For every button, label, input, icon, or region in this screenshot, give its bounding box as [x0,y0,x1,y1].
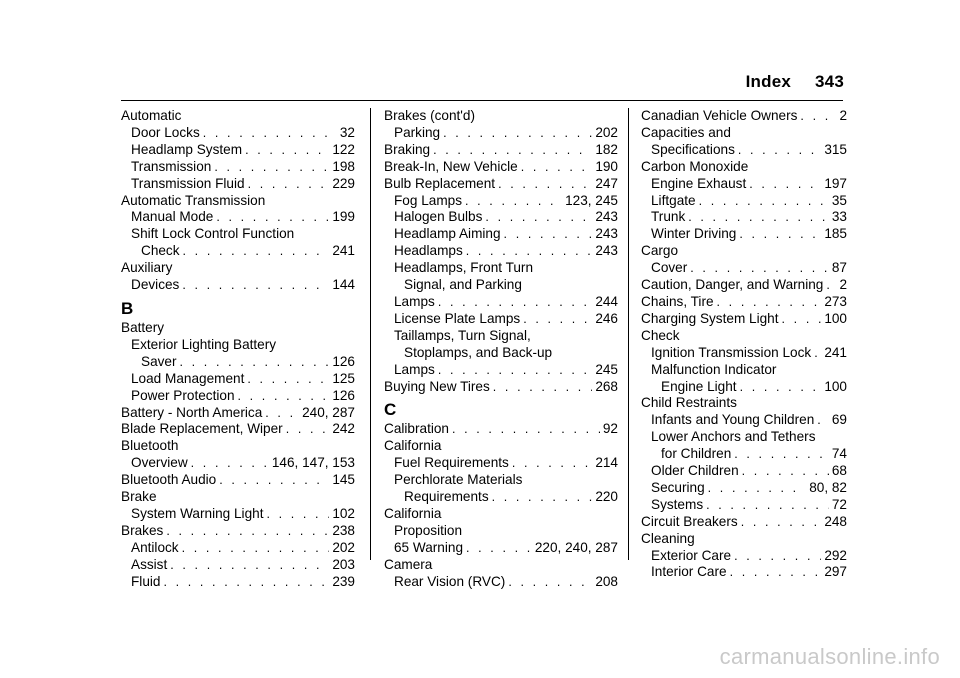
dot-leader [485,209,592,226]
index-heading: Automatic Transmission [121,192,266,208]
index-entry-page: 68 [831,463,847,479]
dot-leader [826,277,836,294]
index-heading: Signal, and Parking [404,277,522,293]
index-entry [121,176,355,193]
index-entry-term: Caution, Danger, and Warning [641,277,824,293]
page-header [746,72,844,92]
index-entry [121,523,355,540]
index-entry-page: 197 [824,175,847,191]
index-entry [121,388,355,405]
index-entry [384,294,618,311]
index-entry [641,226,847,243]
index-entry-term: Battery - North America [121,404,263,420]
index-entry-term: Braking [384,141,431,157]
index-entry-term: Parking [394,124,441,140]
index-entry-page: 244 [595,293,618,309]
dot-leader [182,277,329,294]
index-entry [121,540,355,557]
dot-leader [219,472,329,489]
index-entry [384,574,618,591]
dot-leader [740,379,822,396]
index-entry-term: for Children [661,446,732,462]
index-entry-page: 35 [831,192,847,208]
index-entry [121,277,355,294]
index-entry [641,548,847,565]
index-entry [121,455,355,472]
index-entry-page: 248 [824,513,847,529]
index-entry [384,142,618,159]
index-entry [384,209,618,226]
index-entry-page: 241 [332,243,355,259]
index-entry-term: 65 Warning [394,539,464,555]
dot-leader [465,193,562,210]
index-entry [641,176,847,193]
index-entry [384,379,618,396]
dot-leader [523,311,592,328]
index-entry [384,226,618,243]
index-entry-page: 214 [595,455,618,471]
index-entry-page: 87 [831,260,847,276]
index-entry-term: Requirements [404,489,489,505]
index-letter-heading: C [384,400,397,420]
index-entry-term: Power Protection [131,387,235,403]
index-entry-page: 123, 245 [565,192,618,208]
index-entry [641,463,847,480]
index-entry [121,243,355,260]
index-entry-term: Circuit Breakers [641,513,738,529]
index-entry-page: 74 [831,446,847,462]
dot-leader [183,243,330,260]
index-entry-page: 315 [824,141,847,157]
column-divider [370,108,371,560]
dot-leader [238,388,330,405]
dot-leader [508,574,592,591]
index-entry [641,480,847,497]
index-entry-term: Engine Exhaust [651,175,747,191]
index-entry-page: 125 [332,370,355,386]
index-entry [384,193,618,210]
dot-leader [265,405,299,422]
dot-leader [742,463,829,480]
dot-leader [690,260,829,277]
dot-leader [498,176,592,193]
index-entry [121,506,355,523]
index-entry [121,354,355,371]
index-entry [384,125,618,142]
index-entry-term: Bluetooth Audio [121,472,217,488]
index-letter-heading: B [121,298,134,318]
index-entry-term: Load Management [131,370,245,386]
index-heading: Carbon Monoxide [641,158,749,174]
index-entry-term: Fuel Requirements [394,455,509,471]
index-entry-term: Canadian Vehicle Owners [641,108,798,123]
index-entry-term: Ignition Transmission Lock [651,344,812,360]
dot-leader [438,294,593,311]
index-entry-page: 220, 240, 287 [534,539,618,555]
index-column-3 [641,108,847,581]
index-entry-page: 190 [595,158,618,174]
index-entry [121,125,355,142]
index-heading: Lower Anchors and Tethers [651,429,816,445]
index-entry-term: Headlamp System [131,141,243,157]
index-entry-page: 126 [332,387,355,403]
index-entry [641,193,847,210]
dot-leader [814,345,821,362]
index-entry [641,564,847,581]
dot-leader [817,412,829,429]
dot-leader [521,159,593,176]
index-entry-term: System Warning Light [131,505,264,521]
dot-leader [800,108,836,125]
dot-leader [163,574,329,591]
index-entry [641,345,847,362]
index-entry-page: 273 [824,293,847,309]
index-entry-page: 208 [595,573,618,589]
index-heading: Child Restraints [641,395,737,411]
index-heading: Capacities and [641,124,731,140]
index-entry [121,142,355,159]
index-entry [641,311,847,328]
index-entry [641,209,847,226]
dot-leader [493,379,593,396]
index-entry-page: 202 [332,539,355,555]
index-entry-page: 2 [839,108,847,123]
index-heading: Stoplamps, and Back-up [404,344,553,360]
index-entry-term: Older Children [651,463,739,479]
index-entry [641,379,847,396]
dot-leader [730,564,822,581]
index-entry-term: Break-In, New Vehicle [384,158,518,174]
dot-leader [688,209,829,226]
index-entry-page: 238 [332,522,355,538]
index-entry-term: Trunk [651,209,686,225]
dot-leader [182,540,330,557]
index-heading: Check [641,327,680,343]
index-entry-term: Rear Vision (RVC) [394,573,506,589]
dot-leader [180,354,330,371]
index-entry [121,421,355,438]
index-entry-page: 268 [595,378,618,394]
index-entry-page: 239 [332,573,355,589]
page-number: 343 [815,72,844,91]
index-heading: California [384,505,442,521]
index-heading: Exterior Lighting Battery [131,336,277,352]
index-entry [641,294,847,311]
index-entry [641,514,847,531]
dot-leader [706,497,829,514]
index-entry-term: License Plate Lamps [394,310,521,326]
index-entry [384,540,618,557]
dot-leader [717,294,822,311]
index-column-2 [384,108,618,590]
index-entry [384,311,618,328]
dot-leader [708,480,807,497]
index-entry-page: 102 [332,505,355,521]
index-entry-term: Devices [131,277,180,293]
dot-leader [699,193,829,210]
index-entry-term: Engine Light [661,378,737,394]
dot-leader [266,506,329,523]
index-entry-term: Headlamp Aiming [394,226,501,242]
index-entry-term: Manual Mode [131,209,214,225]
index-entry-term: Lamps [394,293,435,309]
index-entry [121,472,355,489]
index-entry-term: Fog Lamps [394,192,463,208]
index-heading: Battery [121,319,165,335]
index-entry-term: Chains, Tire [641,293,714,309]
dot-leader [739,226,821,243]
index-entry [121,405,355,422]
column-divider [628,108,629,560]
index-entry-term: Saver [141,353,177,369]
index-entry-page: 229 [332,175,355,191]
index-entry [641,412,847,429]
index-entry-page: 203 [332,556,355,572]
index-entry-page: 243 [595,209,618,225]
index-entry-term: Cover [651,260,688,276]
index-entry-term: Systems [651,496,704,512]
dot-leader [248,176,330,193]
index-entry [384,243,618,260]
index-entry-term: Liftgate [651,192,696,208]
index-entry [384,176,618,193]
index-entry-term: Halogen Bulbs [394,209,483,225]
index-entry [641,108,847,125]
index-entry-term: Charging System Light [641,310,779,326]
index-entry-page: 247 [595,175,618,191]
index-heading: Automatic [121,108,182,123]
dot-leader [734,548,821,565]
dot-leader [749,176,821,193]
dot-leader [741,514,822,531]
index-entry-term: Winter Driving [651,226,737,242]
index-entry-term: Brakes [121,522,164,538]
dot-leader [214,159,329,176]
index-entry-page: 297 [824,564,847,580]
index-entry-page: 292 [824,547,847,563]
index-entry-page: 243 [595,226,618,242]
index-entry-term: Antilock [131,539,179,555]
index-entry-term: Infants and Young Children [651,412,815,428]
index-entry-term: Door Locks [131,124,200,140]
dot-leader [512,455,592,472]
index-heading: Headlamps, Front Turn [394,260,534,276]
index-entry-page: 240, 287 [302,404,355,420]
index-entry-page: 199 [332,209,355,225]
index-entry-page: 126 [332,353,355,369]
dot-leader [492,489,593,506]
index-entry-page: 220 [595,489,618,505]
index-entry-page: 182 [595,141,618,157]
watermark: carmanualsonline.info [719,644,940,669]
index-entry [641,446,847,463]
index-entry-term: Lamps [394,361,435,377]
index-entry-term: Assist [131,556,168,572]
index-column-1 [121,108,355,590]
index-heading: Brakes (cont'd) [384,108,475,123]
index-entry-page: 100 [824,378,847,394]
dot-leader [203,125,337,142]
index-entry-page: 69 [831,412,847,428]
index-entry [121,371,355,388]
dot-leader [286,421,330,438]
index-heading: Shift Lock Control Function [131,226,295,242]
index-entry-term: Blade Replacement, Wiper [121,421,283,437]
dot-leader [216,209,329,226]
index-entry-page: 202 [595,124,618,140]
index-entry-term: Buying New Tires [384,378,490,394]
index-entry [641,260,847,277]
index-entry-page: 144 [332,277,355,293]
index-entry-term: Exterior Care [651,547,732,563]
index-entry [641,277,847,294]
header-rule [121,100,843,101]
index-entry-page: 241 [824,344,847,360]
dot-leader [452,421,600,438]
index-heading: Perchlorate Materials [394,472,523,488]
index-entry-page: 2 [839,277,847,293]
index-entry-page: 80, 82 [809,479,847,495]
index-entry-page: 245 [595,361,618,377]
index-entry [384,455,618,472]
dot-leader [466,540,532,557]
index-entry-term: Specifications [651,141,735,157]
index-heading: Bluetooth [121,438,179,454]
index-entry [121,557,355,574]
index-entry-term: Fluid [131,573,161,589]
index-heading: Camera [384,556,433,572]
dot-leader [247,371,329,388]
index-entry [384,489,618,506]
index-heading: Taillamps, Turn Signal, [394,327,531,343]
dot-leader [438,362,593,379]
section-title: Index [745,72,792,91]
index-entry-term: Check [141,243,180,259]
index-entry-page: 92 [602,421,618,437]
index-entry-page: 145 [332,472,355,488]
dot-leader [170,557,329,574]
dot-leader [443,125,592,142]
index-heading: Cleaning [641,530,695,546]
dot-leader [738,142,821,159]
index-heading: Cargo [641,243,679,259]
dot-leader [166,523,329,540]
dot-leader [433,142,592,159]
index-entry [384,159,618,176]
index-entry-page: 198 [332,158,355,174]
index-entry-term: Overview [131,455,188,471]
index-entry-page: 100 [824,310,847,326]
index-entry-page: 243 [595,243,618,259]
dot-leader [734,446,829,463]
index-entry [121,574,355,591]
dot-leader [466,243,593,260]
index-entry-page: 246 [595,310,618,326]
index-entry-term: Calibration [384,421,449,437]
index-entry-page: 185 [824,226,847,242]
index-heading: Proposition [394,522,463,538]
index-entry-page: 33 [831,209,847,225]
index-entry [121,209,355,226]
index-entry-page: 242 [332,421,355,437]
dot-leader [782,311,822,328]
dot-leader [245,142,329,159]
index-entry [121,159,355,176]
index-entry-term: Securing [651,479,705,495]
index-entry-term: Transmission Fluid [131,175,245,191]
index-heading: California [384,438,442,454]
dot-leader [191,455,269,472]
index-heading: Malfunction Indicator [651,361,777,377]
index-entry-term: Headlamps [394,243,463,259]
index-entry [641,142,847,159]
dot-leader [504,226,593,243]
index-entry [641,497,847,514]
index-entry-page: 146, 147, 153 [271,455,355,471]
index-entry-term: Bulb Replacement [384,175,496,191]
index-entry-page: 32 [339,124,355,140]
index-entry-page: 122 [332,141,355,157]
index-entry [384,421,618,438]
index-entry-term: Interior Care [651,564,727,580]
index-heading: Brake [121,489,157,505]
index-entry-term: Transmission [131,158,212,174]
index-heading: Auxiliary [121,260,173,276]
index-entry [384,362,618,379]
index-entry-page: 72 [831,496,847,512]
